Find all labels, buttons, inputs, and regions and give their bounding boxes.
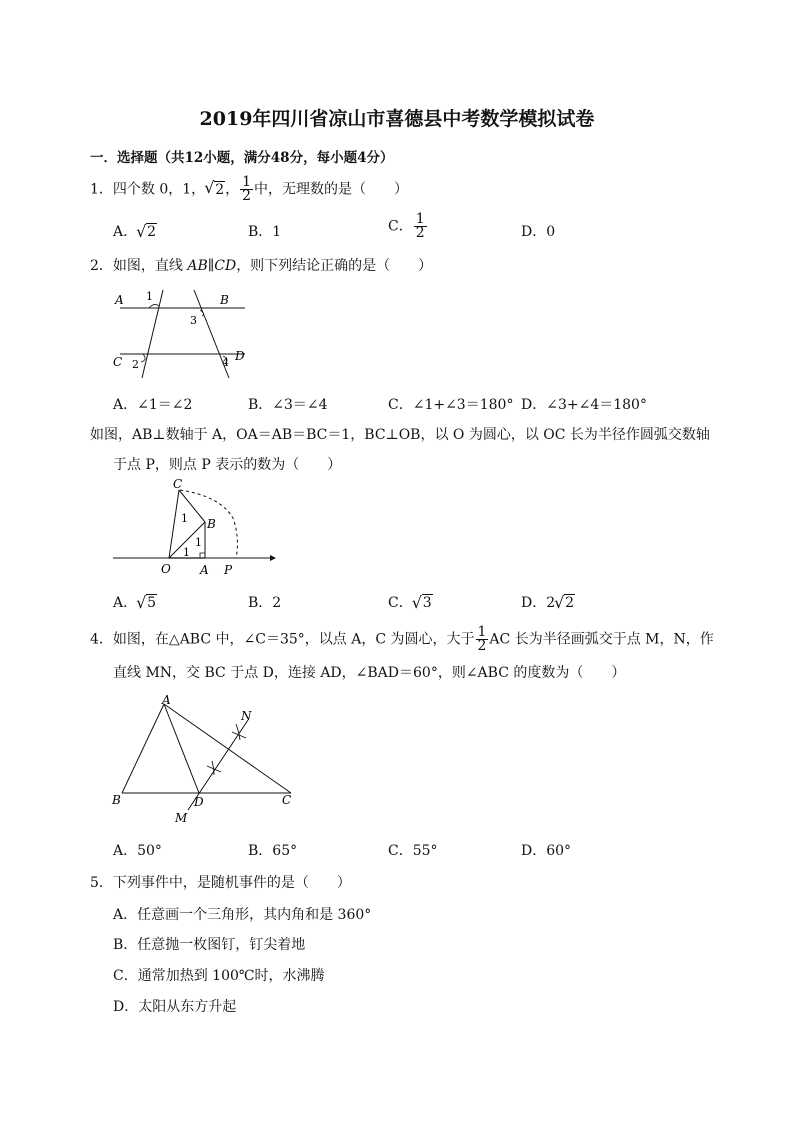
q3-option-a[interactable]: A．√ 5 (113, 592, 157, 612)
q4-label-d: D (194, 795, 204, 809)
q3-option-c[interactable]: C．√ 3 (388, 592, 433, 612)
q3-option-b[interactable]: B．2 (248, 595, 282, 611)
q3-len-bc: 1 (181, 512, 188, 525)
q3-len-ab: 1 (195, 536, 202, 549)
q3-label-c: C (173, 478, 183, 491)
q4-option-b[interactable]: B．65° (248, 843, 298, 859)
q1-fraction: $\frac{1}{2}$ (242, 174, 252, 204)
q2-label-b: B (220, 293, 229, 307)
q3-len-oa: 1 (183, 546, 190, 559)
q1-sqrt: √ 2 (205, 179, 225, 201)
q1-option-d[interactable]: D．0 (521, 224, 556, 240)
q5-option-a[interactable]: A．任意画一个三角形，其内角和是 360° (113, 907, 372, 923)
question-5: 5．下列事件中，是随机事件的是（ ） (90, 875, 351, 891)
q5-option-b[interactable]: B．任意抛一枚图钉，钉尖着地 (113, 937, 306, 953)
q1-option-c[interactable]: C． $\frac{1}{2}$ (388, 211, 425, 241)
q4-label-m: M (175, 811, 188, 825)
q4-fraction: $\frac{1}{2}$ (477, 624, 487, 654)
q1-option-a[interactable]: A．√ 2 (113, 221, 157, 241)
question-1 (90, 176, 408, 203)
q1-option-b[interactable]: B．1 (248, 224, 282, 240)
q4-option-d[interactable]: D．60° (521, 843, 572, 859)
q4-option-c[interactable]: C．55° (388, 843, 438, 859)
q3-option-d[interactable]: D．2√ 2 (521, 592, 575, 612)
q1-text-b: 中，无理数的是（ ） (254, 181, 409, 198)
page-title: 2019年四川省凉山市喜德县中考数学模拟试卷 (199, 108, 595, 130)
q5-option-c[interactable]: C．通常加热到 100℃时，水沸腾 (113, 968, 325, 984)
q4-label-a: A (162, 693, 171, 707)
question-4-line-1: 4．如图，在△ABC 中，∠C＝35°，以点 A，C 为圆心，大于 $\frac{1}{2}$ AC 长为半径画弧交于点 M，N，作 (90, 624, 714, 654)
q3-figure (108, 478, 278, 578)
question-4-line-2: 直线 MN，交 BC 于点 D，连接 AD，∠BAD＝60°，则∠ABC 的度数为（ ） (113, 665, 626, 681)
q1-number: 1． (90, 181, 113, 198)
q2-option-b[interactable]: B．∠3＝∠4 (248, 397, 328, 413)
question-2: 2．如图，直线 AB∥CD，则下列结论正确的是（ ） (90, 258, 433, 274)
q2-angle-3: 3 (190, 314, 197, 327)
q3-label-p: P (224, 563, 233, 577)
q2-option-a[interactable]: A．∠1＝∠2 (113, 397, 193, 413)
q3-label-a: A (200, 563, 209, 577)
section-heading: 一．选择题（共12小题，满分48分，每小题4分） (90, 150, 394, 166)
q4-figure (108, 692, 303, 827)
q2-figure (108, 286, 258, 382)
q1-text-a: 四个数 0，1， (112, 181, 206, 198)
q4-option-a[interactable]: A．50° (113, 843, 162, 859)
q2-label-c: C (113, 355, 123, 369)
q2-angle-1: 1 (146, 290, 153, 303)
q3-label-o: O (161, 562, 171, 576)
q2-label-d: D (235, 349, 245, 363)
question-3-line-2: 于点 P，则点 P 表示的数为（ ） (113, 457, 342, 473)
q2-label-a: A (115, 293, 124, 307)
q3-label-b: B (207, 517, 216, 531)
q4-label-b: B (112, 793, 121, 807)
q2-angle-2: 2 (132, 358, 139, 371)
question-3-line-1: 如图，AB⊥数轴于 A，OA＝AB＝BC＝1，BC⊥OB，以 O 为圆心，以 OC 长为半径作圆弧交数轴 (90, 427, 710, 443)
q2-option-c[interactable]: C．∠1+∠3＝180° (388, 397, 514, 413)
q4-label-n: N (241, 709, 252, 723)
q1-comma: ， (225, 181, 240, 198)
q4-label-c: C (282, 793, 292, 807)
q2-angle-4: 4 (222, 356, 229, 369)
q2-option-d[interactable]: D．∠3+∠4＝180° (521, 397, 647, 413)
q5-option-d[interactable]: D．太阳从东方升起 (113, 999, 237, 1015)
